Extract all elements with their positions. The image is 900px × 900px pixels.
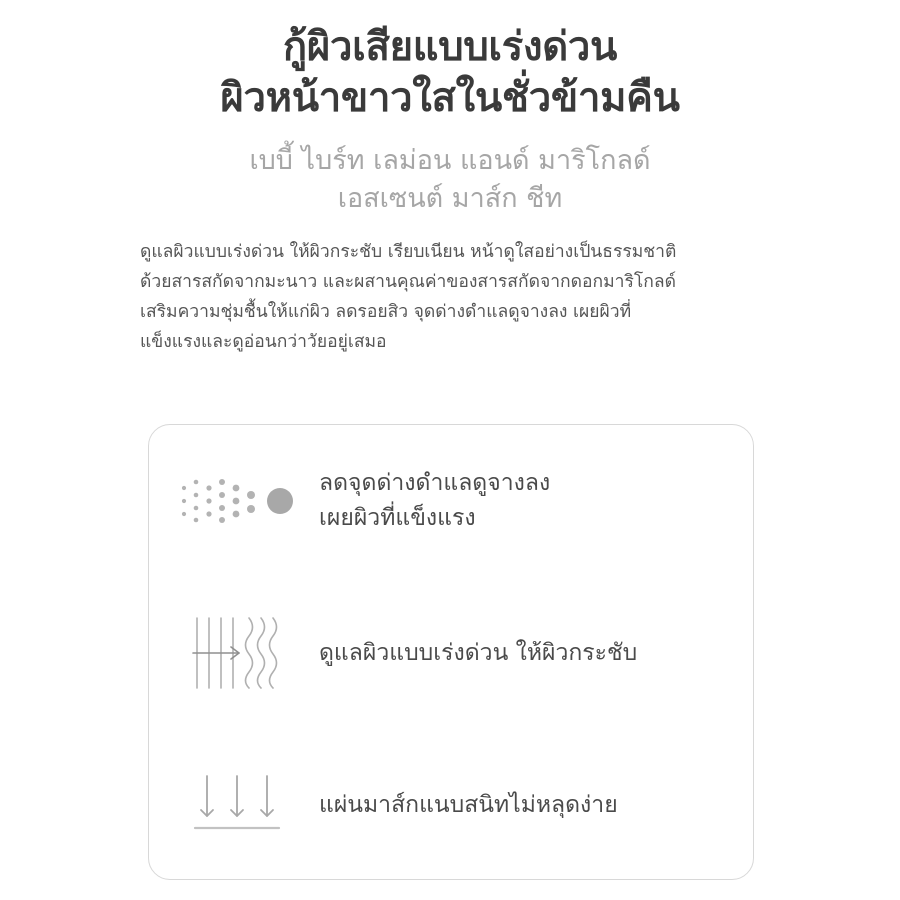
- description-line-1: ดูแลผิวแบบเร่งด่วน ให้ผิวกระชับ เรียบเนียน หน้าดูใสอย่างเป็นธรรมชาติ: [140, 241, 677, 262]
- description-line-4: แข็งแรงและดูอ่อนกว่าวัยอยู่เสมอ: [140, 332, 387, 353]
- product-name: [0, 142, 900, 217]
- benefit-text-1: [311, 466, 550, 536]
- subtitle-line-1: เบบี้ ไบร์ท เลม่อน แอนด์ มาริโกลด์: [249, 145, 651, 177]
- description-line-2: ด้วยสารสกัดจากมะนาว และผสานคุณค่าของสารสกัดจากดอกมาริโกลด์: [140, 271, 676, 292]
- description-line-3: เสริมความชุ่มชื้นให้แก่ผิว ลดรอยสิว จุดด่างดำแลดูจางลง เผยผิวที่: [140, 302, 632, 323]
- adhesion-arrows-icon: [171, 755, 311, 855]
- benefit-row-2: [149, 577, 753, 729]
- benefit-text-1-line-1: ลดจุดด่างดำแลดูจางลง: [319, 470, 551, 497]
- page-title: [0, 0, 900, 124]
- benefit-text-2: [311, 636, 637, 671]
- benefit-text-3-line-1: แผ่นมาส์กแนบสนิทไม่หลุดง่าย: [319, 791, 618, 818]
- benefits-card: [148, 424, 754, 880]
- headline-line-1: กู้ผิวเสียแบบเร่งด่วน: [282, 24, 618, 70]
- firming-waves-icon: [171, 603, 311, 703]
- benefit-text-2-line-1: ดูแลผิวแบบเร่งด่วน ให้ผิวกระชับ: [319, 639, 638, 666]
- subtitle-line-2: เอสเซนต์ มาส์ก ชีท: [337, 182, 563, 214]
- benefit-row-1: [149, 425, 753, 577]
- dark-spots-fading-icon: [171, 451, 311, 551]
- description-paragraph: [140, 237, 760, 357]
- benefit-text-1-line-2: เผยผิวที่แข็งแรง: [319, 505, 476, 531]
- benefit-text-3: [311, 788, 618, 823]
- headline-line-2: ผิวหน้าขาวใสในชั่วข้ามคืน: [220, 75, 680, 122]
- benefit-row-3: [149, 729, 753, 881]
